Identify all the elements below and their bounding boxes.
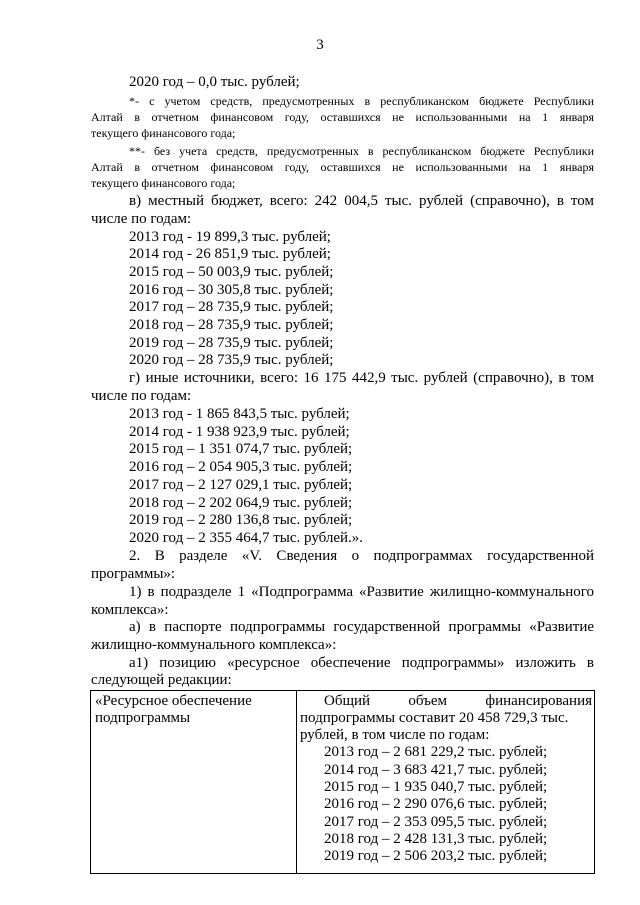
text-line: 2014 год - 1 938 923,9 тыс. рублей; [129, 424, 350, 440]
resource-table [90, 690, 595, 874]
text-line: 2018 год – 28 735,9 тыс. рублей; [129, 317, 334, 333]
text-line: программы»: [91, 566, 176, 582]
footnote-line: текущего финансового года; [91, 126, 236, 140]
text-line: а1) позицию «ресурсное обеспечение подпрограммы» изложить в [129, 655, 594, 671]
text-line: 1) в подразделе 1 «Подпрограмма «Развитие жилищно-коммунального [129, 584, 594, 600]
text-line: 2018 год – 2 202 064,9 тыс. рублей; [129, 495, 353, 511]
text-line: 2017 год – 2 127 029,1 тыс. рублей; [129, 477, 353, 493]
text-line: 2020 год – 2 355 464,7 тыс. рублей.». [129, 530, 364, 546]
text-line: 2015 год – 50 003,9 тыс. рублей; [129, 264, 334, 280]
text-line: 2014 год - 26 851,9 тыс. рублей; [129, 246, 331, 262]
text-line: 2013 год - 1 865 843,5 тыс. рублей; [129, 406, 350, 422]
text-line: 2019 год – 28 735,9 тыс. рублей; [129, 335, 334, 351]
cell-text: 2014 год – 3 683 421,7 тыс. рублей; [324, 762, 548, 778]
text-line: числе по годам: [91, 388, 192, 404]
text-line: следующей редакции: [91, 672, 232, 688]
text-line: 2015 год – 1 351 074,7 тыс. рублей; [129, 441, 353, 457]
cell-text: «Ресурсное обеспечение [95, 693, 252, 709]
cell-text: подпрограммы [95, 710, 191, 726]
table-cell-label [91, 691, 297, 874]
page-number: 3 [316, 37, 324, 53]
cell-text: рублей, в том числе по годам: [300, 727, 490, 743]
table-row [91, 691, 595, 874]
text-line: 2020 год – 0,0 тыс. рублей; [129, 74, 300, 90]
cell-text: 2013 год – 2 681 229,2 тыс. рублей; [324, 744, 548, 760]
cell-text: подпрограммы составит 20 458 729,3 тыс. [300, 710, 569, 726]
cell-text: 2017 год – 2 353 095,5 тыс. рублей; [324, 814, 548, 830]
cell-text: 2015 год – 1 935 040,7 тыс. рублей; [324, 779, 548, 795]
text-line: 2020 год – 28 735,9 тыс. рублей; [129, 352, 334, 368]
footnote-line: Алтай в отчетном финансовом году, оставшихся не использованными на 1 января [91, 160, 594, 174]
text-line: жилищно-коммунального комплекса»: [91, 637, 337, 653]
footnote-line: **- без учета средств, предусмотренных в республиканском бюджете Республики [129, 144, 594, 158]
table-cell-value [297, 691, 595, 874]
footnote-line: *- с учетом средств, предусмотренных в республиканском бюджете Республики [129, 94, 594, 108]
text-line: 2017 год – 28 735,9 тыс. рублей; [129, 299, 334, 315]
cell-text: Общий объем финансирования [324, 693, 592, 709]
cell-text: 2018 год – 2 428 131,3 тыс. рублей; [324, 831, 548, 847]
cell-text: 2016 год – 2 290 076,6 тыс. рублей; [324, 796, 548, 812]
text-line: 2019 год – 2 280 136,8 тыс. рублей; [129, 512, 353, 528]
footnote-line: Алтай в отчетном финансовом году, оставшихся не использованными на 1 января [91, 110, 594, 124]
text-line: 2. В разделе «V. Сведения о подпрограммах государственной [129, 548, 594, 564]
text-line: 2016 год – 30 305,8 тыс. рублей; [129, 282, 334, 298]
footnote-line: текущего финансового года; [91, 176, 236, 190]
text-line: г) иные источники, всего: 16 175 442,9 тыс. рублей (справочно), в том [129, 370, 594, 386]
text-line: 2016 год – 2 054 905,3 тыс. рублей; [129, 459, 353, 475]
text-line: в) местный бюджет, всего: 242 004,5 тыс. рублей (справочно), в том [129, 193, 594, 209]
text-line: а) в паспорте подпрограммы государственной программы «Развитие [129, 619, 594, 635]
text-line: 2013 год - 19 899,3 тыс. рублей; [129, 229, 331, 245]
text-line: комплекса»: [91, 602, 169, 618]
cell-text: 2019 год – 2 506 203,2 тыс. рублей; [324, 848, 548, 864]
text-line: числе по годам: [91, 211, 192, 227]
